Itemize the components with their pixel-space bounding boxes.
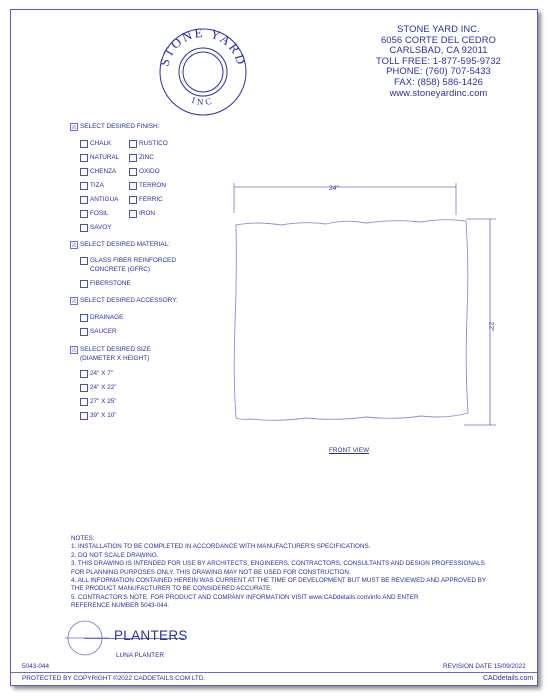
copyright-text: PROTECTED BY COPYRIGHT ©2022 CADDETAILS.COM LTD. <box>22 675 206 682</box>
finish-zinc-label: ZINC <box>139 154 154 161</box>
material-gfrc-checkbox[interactable] <box>80 257 88 265</box>
finish-terron-label: TERRON <box>139 182 166 189</box>
finish-rustico-checkbox[interactable] <box>129 140 137 148</box>
finish-terron-checkbox[interactable] <box>129 182 137 190</box>
finish-antigua-checkbox[interactable] <box>80 196 88 204</box>
finish-natural-checkbox[interactable] <box>80 154 88 162</box>
front-view-drawing <box>226 175 516 440</box>
note-line: REFERENCE NUMBER 5043-044. <box>71 602 169 610</box>
finish-oxido-label: OXIDO <box>139 168 160 175</box>
note-line: 4. ALL INFORMATION CONTAINED HEREIN WAS CURRENT AT THE TIME OF DEVELOPMENT BUT MUST BE REVIEWED AND APPROVED BY <box>71 577 487 585</box>
company-info <box>366 24 511 98</box>
finish-tiza-checkbox[interactable] <box>80 182 88 190</box>
company-name: STONE YARD INC. <box>397 23 480 34</box>
title-main: PLANTERS <box>114 628 188 643</box>
finish-savoy-checkbox[interactable] <box>80 224 88 232</box>
finish-zinc-checkbox[interactable] <box>129 154 137 162</box>
finish-chenza-checkbox[interactable] <box>80 168 88 176</box>
company-fax: FAX: (858) 586-1426 <box>394 75 483 87</box>
size-24x7-checkbox[interactable] <box>80 370 88 378</box>
finish-savoy-label: SAVOY <box>90 224 112 231</box>
size-24x7-label: 24" X 7" <box>90 370 114 377</box>
material-checkbox[interactable] <box>70 241 78 249</box>
finish-fosil-label: FOSIL <box>90 210 109 217</box>
finish-ferric-checkbox[interactable] <box>129 196 137 204</box>
revision-date: REVISION DATE 15/09/2022 <box>443 663 526 670</box>
note-line: 3. THIS DRAWING IS INTENDED FOR USE BY ARCHITECTS, ENGINEERS, CONTRACTORS, CONSULTANTS AND DESIGN PROFESSIONALS <box>71 560 485 568</box>
svg-text:STONE YARD: STONE YARD <box>156 27 250 68</box>
size-checkbox[interactable] <box>70 346 78 354</box>
accessory-drainage-checkbox[interactable] <box>80 314 88 322</box>
company-phone: PHONE: (760) 707-5433 <box>386 65 491 77</box>
finish-chalk-checkbox[interactable] <box>80 140 88 148</box>
finish-chalk-label: CHALK <box>90 140 112 147</box>
title-sub: LUNA PLANTER <box>116 652 164 659</box>
footer-rule <box>11 672 537 673</box>
accessory-label: SELECT DESIRED ACCESSORY: <box>80 297 178 304</box>
finish-ferric-label: FERRIC <box>139 196 163 203</box>
accessory-drainage-label: DRAINAGE <box>90 314 124 321</box>
finish-antigua-label: ANTIGUA <box>90 196 119 203</box>
width-dimension: 24" <box>329 185 339 192</box>
finish-rustico-label: RUSTICO <box>139 140 168 147</box>
front-view-label: FRONT VIEW <box>329 447 370 454</box>
size-39x10-checkbox[interactable] <box>80 412 88 420</box>
material-label: SELECT DESIRED MATERIAL: <box>80 241 170 248</box>
material-gfrc-label-line2: CONCRETE (GFRC) <box>90 266 150 273</box>
notes-block <box>71 535 511 611</box>
company-address-line2: CARLSBAD, CA 92011 <box>389 44 488 56</box>
finish-natural-label: NATURAL <box>90 154 120 161</box>
finish-iron-label: IRON <box>139 210 155 217</box>
accessory-saucer-checkbox[interactable] <box>80 328 88 336</box>
material-gfrc-label-line1: GLASS FIBER REINFORCED <box>90 257 176 264</box>
note-line: 1. INSTALLATION TO BE COMPLETED IN ACCORDANCE WITH MANUFACTURER'S SPECIFICATIONS. <box>71 543 371 551</box>
finish-checkbox[interactable] <box>70 123 78 131</box>
reference-number: 5043-044 <box>22 663 50 670</box>
company-website[interactable]: www.stoneyardinc.com <box>389 86 488 98</box>
finish-tiza-label: TIZA <box>90 182 104 189</box>
notes-heading: NOTES: <box>71 535 95 542</box>
size-label-line2: (DIAMETER X HEIGHT) <box>80 355 150 362</box>
note-line: 5. CONTRACTOR'S NOTE: FOR PRODUCT AND COMPANY INFORMATION VISIT www.CADdetails.com/info AND ENTER <box>71 593 419 601</box>
size-27x25-checkbox[interactable] <box>80 398 88 406</box>
material-fiberstone-checkbox[interactable] <box>80 280 88 288</box>
size-27x25-label: 27" X 25" <box>90 398 117 405</box>
finish-chenza-label: CHENZA <box>90 168 117 175</box>
svg-text:INC: INC <box>190 94 216 108</box>
note-line: 2. DO NOT SCALE DRAWING. <box>71 551 159 559</box>
company-toll-free: TOLL FREE: 1-877-595-9732 <box>376 54 501 66</box>
finish-oxido-checkbox[interactable] <box>129 168 137 176</box>
company-address-line1: 6056 CORTE DEL CEDRO <box>380 33 497 45</box>
size-24x22-label: 24" X 22" <box>90 384 117 391</box>
finish-fosil-checkbox[interactable] <box>80 210 88 218</box>
finish-label: SELECT DESIRED FINISH: <box>80 123 160 130</box>
finish-iron-checkbox[interactable] <box>129 210 137 218</box>
height-dimension: 22" <box>487 321 495 332</box>
note-line: FOR PLANNING PURPOSES ONLY. THIS DRAWING MAY NOT BE USED FOR CONSTRUCTION. <box>71 568 351 576</box>
stone-yard-logo <box>155 27 251 117</box>
note-line: THE PRODUCT MANUFACTURER TO BE CONSIDERED ACCURATE. <box>71 585 273 593</box>
accessory-checkbox[interactable] <box>70 297 78 305</box>
size-39x10-label: 39" X 10" <box>90 412 117 419</box>
accessory-saucer-label: SAUCER <box>90 328 117 335</box>
material-fiberstone-label: FIBERSTONE <box>90 280 131 287</box>
size-label-line1: SELECT DESIRED SIZE <box>80 346 151 353</box>
caddetails-link[interactable]: CADdetails.com <box>483 675 534 682</box>
drawing-sheet <box>10 9 538 686</box>
size-24x22-checkbox[interactable] <box>80 384 88 392</box>
